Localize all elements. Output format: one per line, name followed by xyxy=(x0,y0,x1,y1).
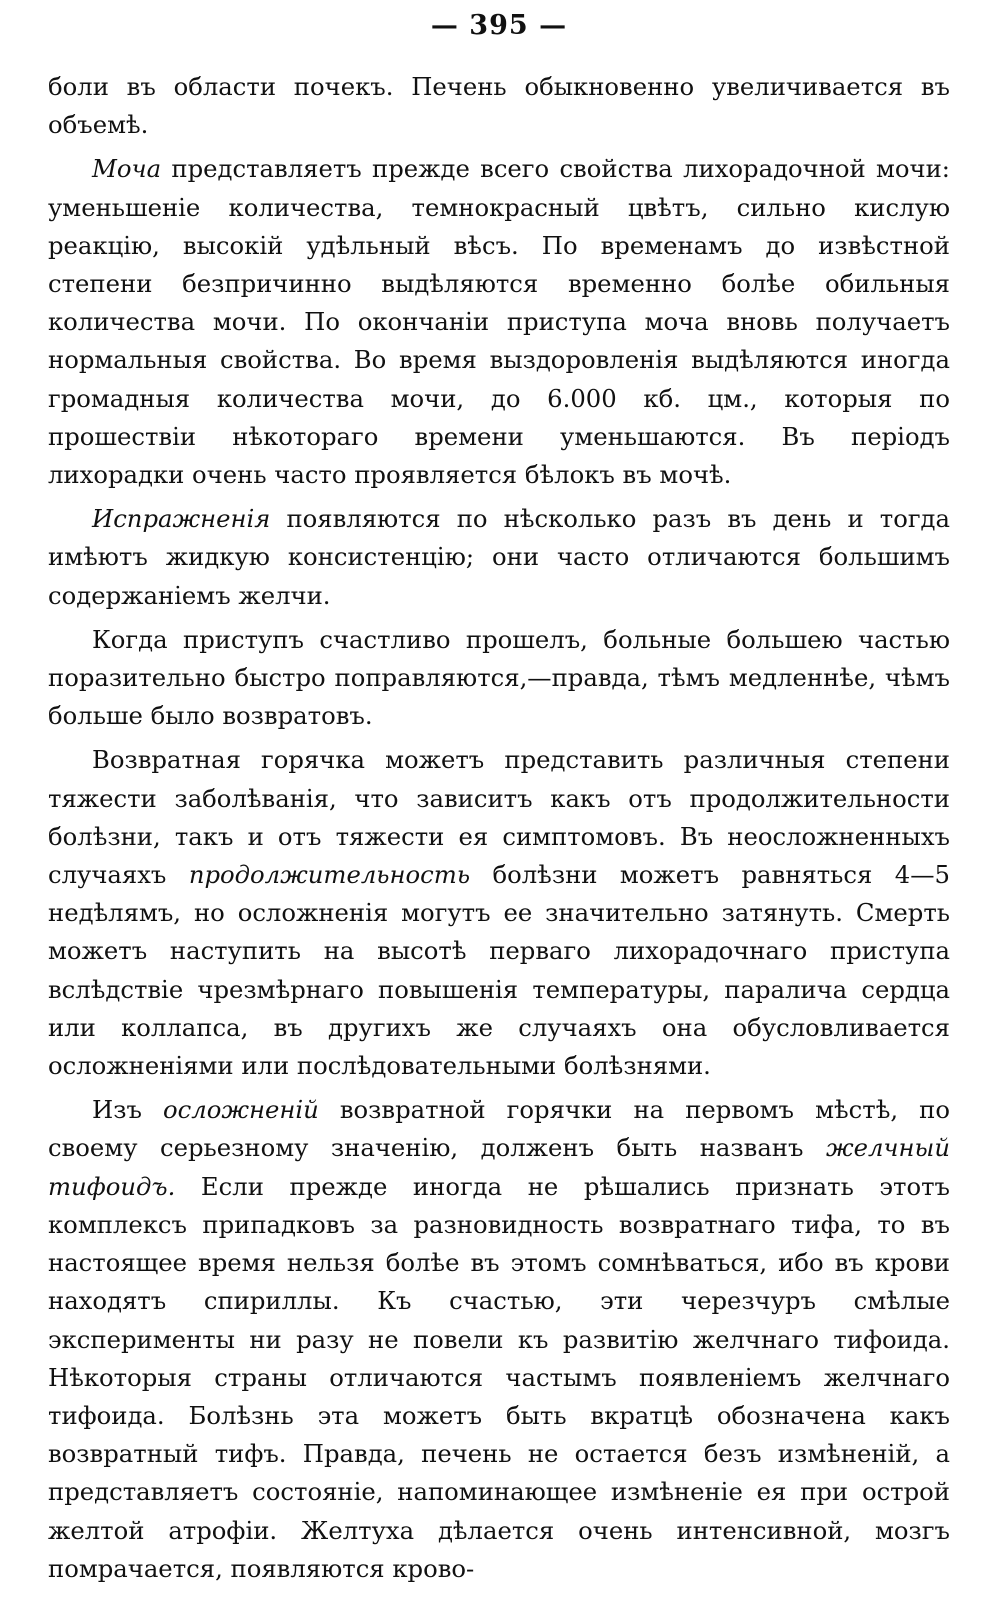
text-run: Когда приступъ счастливо прошелъ, больные большею частью поразительно быстро поправляются,—правда, тѣмъ медленнѣе, чѣмъ больше было возвратовъ. xyxy=(48,624,950,731)
text-run: Если прежде иногда не рѣшались признать этотъ комплексъ припадковъ за разновидность возвратнаго тифа, то въ настоящее время нельзя болѣе въ этомъ сомнѣваться, ибо въ крови находятъ спириллы. Къ счастью, эти черезчуръ смѣлые эксперименты ни разу не повели къ развитію желчнаго тифоида. Нѣкоторыя страны отличаются частымъ появленіемъ желчнаго тифоида. Болѣзнь эта можетъ быть вкратцѣ обозначена какъ возвратный тифъ. Правда, печень не остается безъ измѣненій, а представляетъ состояніе, напоминающее измѣненіе ея при острой желтой атрофіи. Желтуха дѣлается очень интенсивной, мозгъ помрачается, появляются крово- xyxy=(48,1171,950,1583)
page-body xyxy=(48,68,950,1588)
italic-term: Испражненія xyxy=(92,504,271,534)
paragraph-1 xyxy=(48,68,950,144)
page-number: — 395 — xyxy=(430,10,568,41)
italic-term: Моча xyxy=(92,154,162,184)
text-run: возвратной горячки на первомъ мѣстѣ, по своему серьезному значенію, долженъ быть названъ xyxy=(48,1095,950,1163)
paragraph-6 xyxy=(48,1091,950,1588)
text-run: представляетъ прежде всего свойства лихорадочной мочи: уменьшеніе количества, темнокрасный цвѣтъ, сильно кислую реакцію, высокій удѣльный вѣсъ. По временамъ до извѣстной степени безпричинно выдѣляются временно болѣе обильныя количества мочи. По окончаніи приступа моча вновь получаетъ нормальныя свойства. Во время выздоровленія выдѣляются иногда громадныя количества мочи, до 6.000 кб. цм., которыя по прошествіи нѣкотораго времени уменьшаются. Въ періодъ лихорадки очень часто проявляется бѣлокъ въ мочѣ. xyxy=(48,154,950,490)
paragraph-5 xyxy=(48,741,950,1085)
text-run: боли въ области почекъ. Печень обыкновенно увеличивается въ объемѣ. xyxy=(48,72,950,140)
italic-term: желчный тифоидъ. xyxy=(48,1133,950,1201)
text-run: болѣзни можетъ равняться 4—5 недѣлямъ, но осложненія могутъ ее значительно затянуть. Смерть можетъ наступить на высотѣ перваго лихорадочнаго приступа вслѣдствіе чрезмѣрнаго повышенія температуры, паралича сердца или коллапса, въ другихъ же случаяхъ она обусловливается осложненіями или послѣдовательными болѣзнями. xyxy=(48,860,951,1081)
italic-term: продолжительность xyxy=(188,860,471,890)
paragraph-3 xyxy=(48,500,950,615)
text-run: Возвратная горячка можетъ представить различныя степени тяжести заболѣванія, что зависитъ какъ отъ продолжительности болѣзни, такъ и отъ тяжести ея симптомовъ. Въ неосложненныхъ случаяхъ xyxy=(48,745,950,890)
book-page xyxy=(48,6,950,1594)
text-run: появляются по нѣсколько разъ въ день и тогда имѣютъ жидкую консистенцію; они часто отличаются большимъ содержаніемъ желчи. xyxy=(48,504,950,610)
paragraph-4 xyxy=(48,621,950,736)
paragraph-2 xyxy=(48,150,950,494)
text-run: Изъ xyxy=(92,1095,163,1125)
italic-term: осложненій xyxy=(163,1095,319,1125)
